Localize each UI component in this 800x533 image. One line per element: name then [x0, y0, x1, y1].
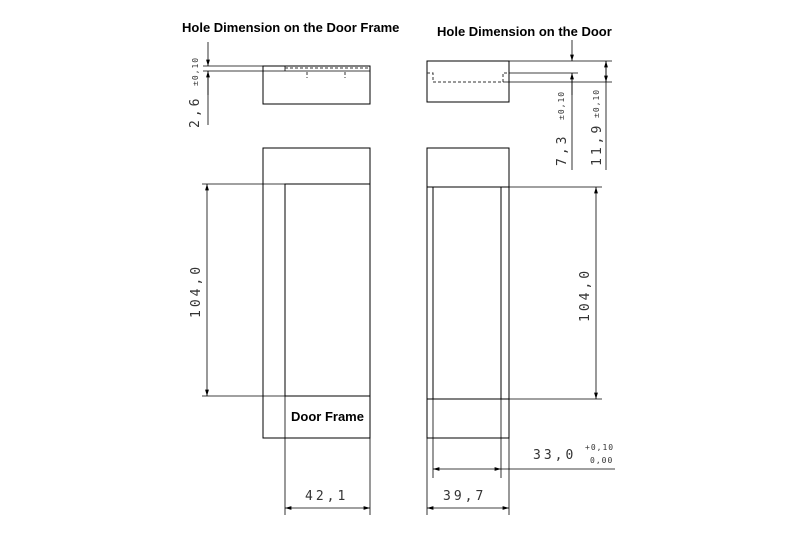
door-frame-label: Door Frame	[291, 409, 364, 424]
frame-depth-tolerance: ±0,10	[191, 56, 200, 86]
door-front-view	[427, 148, 509, 438]
frame-height-dimension	[189, 184, 285, 396]
door-inner-width-value: 33,0	[533, 448, 577, 463]
door-outer-depth-value: 11,9	[590, 122, 605, 166]
door-width-value: 39,7	[443, 489, 487, 504]
frame-hole-title: Hole Dimension on the Door Frame	[182, 20, 400, 35]
frame-top-view	[263, 66, 370, 104]
door-width-dimension	[427, 438, 509, 515]
door-depth-dimensions	[503, 40, 612, 170]
door-inner-depth-value: 7,3	[555, 133, 570, 166]
frame-depth-value: 2,6	[188, 95, 203, 128]
door-inner-width-tol-upper: +0,10	[585, 443, 615, 452]
door-top-view	[427, 61, 509, 102]
frame-depth-dimension	[188, 42, 285, 128]
door-hole-title: Hole Dimension on the Door	[437, 24, 612, 39]
frame-width-value: 42,1	[305, 489, 349, 504]
door-inner-width-tol-lower: 0,00	[590, 456, 614, 465]
door-height-dimension	[509, 187, 602, 399]
door-height-value: 104,0	[578, 267, 593, 322]
door-inner-depth-tolerance: ±0,10	[557, 90, 566, 120]
frame-height-value: 104,0	[189, 263, 204, 318]
frame-front-view	[263, 148, 370, 438]
door-outer-depth-tolerance: ±0,10	[592, 88, 601, 118]
